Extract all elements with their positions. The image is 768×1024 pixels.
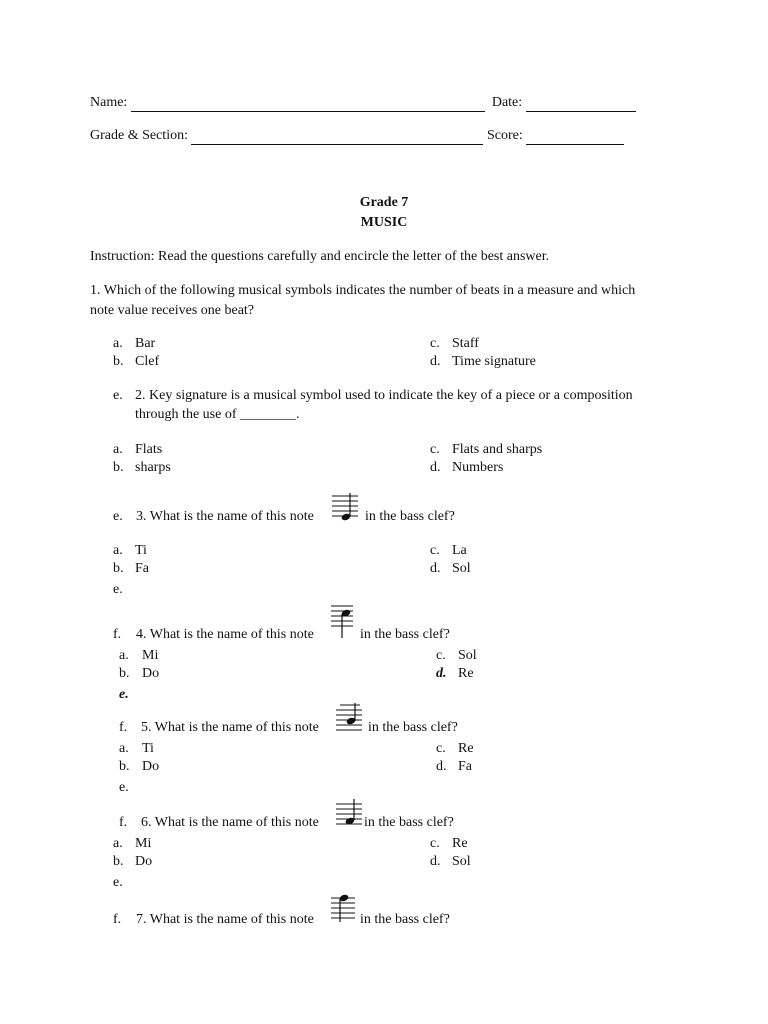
instruction: Instruction: Read the questions carefully and encircle the letter of the best answer. — [90, 249, 550, 264]
q3-option-d-letter[interactable]: d. — [430, 561, 441, 576]
q6-option-d-letter[interactable]: d. — [430, 854, 441, 869]
q3-option-a-text: Ti — [135, 543, 147, 558]
grade-title: Grade 7 — [359, 195, 409, 210]
note-staff-icon — [334, 798, 364, 830]
q3-option-b-letter[interactable]: b. — [113, 561, 124, 576]
question-5-text: 5. What is the name of this note — [141, 720, 319, 735]
question-7-text: 7. What is the name of this note — [136, 912, 314, 927]
q3-option-b-text: Fa — [135, 561, 149, 576]
note-staff-icon — [330, 492, 360, 524]
question-2-text-cont: through the use of ________. — [135, 407, 300, 422]
subject-title: MUSIC — [360, 215, 408, 230]
q1-option-d-text: Time signature — [452, 354, 536, 369]
question-3-text: 3. What is the name of this note — [136, 509, 314, 524]
question-1-text: 1. Which of the following musical symbols indicates the number of beats in a measure and which — [90, 283, 636, 298]
q6-option-b-text: Do — [135, 854, 153, 869]
q4-option-d-letter[interactable]: d. — [436, 666, 447, 681]
q5-option-c-text: Re — [458, 741, 474, 756]
q4-option-c-text: Sol — [458, 648, 477, 663]
q1-option-a-letter[interactable]: a. — [113, 336, 123, 351]
q5-option-d-text: Fa — [458, 759, 472, 774]
q4-prefix: f. — [113, 627, 122, 642]
q2-option-d-text: Numbers — [452, 460, 504, 475]
q6-option-a-letter[interactable]: a. — [113, 836, 123, 851]
question-3-text-after: in the bass clef? — [365, 509, 455, 524]
q3-prefix: e. — [113, 509, 123, 524]
question-2-text: 2. Key signature is a musical symbol used to indicate the key of a piece or a composition — [135, 388, 633, 403]
grade-section-field[interactable] — [191, 130, 483, 145]
note-staff-icon — [329, 892, 357, 926]
question-6-text: 6. What is the name of this note — [141, 815, 319, 830]
q6-prefix: f. — [119, 815, 128, 830]
grade-section-row — [90, 127, 624, 145]
score-label: Score: — [486, 128, 523, 143]
q5-option-b-letter[interactable]: b. — [119, 759, 130, 774]
date-field[interactable] — [526, 97, 636, 112]
q1-option-c-letter[interactable]: c. — [430, 336, 440, 351]
q4-option-b-letter[interactable]: b. — [119, 666, 130, 681]
q1-option-b-letter[interactable]: b. — [113, 354, 124, 369]
question-4-text-after: in the bass clef? — [360, 627, 450, 642]
note-staff-icon — [334, 702, 364, 734]
q3-trailing: e. — [113, 582, 123, 597]
question-1-text-cont: note value receives one beat? — [90, 303, 255, 318]
q5-option-b-text: Do — [142, 759, 160, 774]
q4-option-a-letter[interactable]: a. — [119, 648, 129, 663]
q5-prefix: f. — [119, 720, 128, 735]
q2-option-c-letter[interactable]: c. — [430, 442, 440, 457]
q1-option-b-text: Clef — [135, 354, 160, 369]
q5-option-a-text: Ti — [142, 741, 154, 756]
q5-option-a-letter[interactable]: a. — [119, 741, 129, 756]
q3-option-a-letter[interactable]: a. — [113, 543, 123, 558]
q4-option-c-letter[interactable]: c. — [436, 648, 446, 663]
name-row — [90, 94, 636, 112]
name-field[interactable] — [131, 97, 485, 112]
q4-option-d-text: Re — [458, 666, 474, 681]
q4-option-a-text: Mi — [142, 648, 159, 663]
q4-trailing: e. — [119, 687, 129, 702]
q2-option-b-letter[interactable]: b. — [113, 460, 124, 475]
q4-option-b-text: Do — [142, 666, 160, 681]
q2-option-c-text: Flats and sharps — [452, 442, 543, 457]
q5-option-c-letter[interactable]: c. — [436, 741, 446, 756]
q2-option-a-letter[interactable]: a. — [113, 442, 123, 457]
q6-option-a-text: Mi — [135, 836, 152, 851]
question-5-text-after: in the bass clef? — [368, 720, 458, 735]
q6-option-c-text: Re — [452, 836, 468, 851]
q2-option-d-letter[interactable]: d. — [430, 460, 441, 475]
question-6-text-after: in the bass clef? — [364, 815, 454, 830]
question-4-text: 4. What is the name of this note — [136, 627, 314, 642]
question-7-text-after: in the bass clef? — [360, 912, 450, 927]
q3-option-d-text: Sol — [452, 561, 471, 576]
q6-option-c-letter[interactable]: c. — [430, 836, 440, 851]
q6-option-b-letter[interactable]: b. — [113, 854, 124, 869]
q1-option-c-text: Staff — [452, 336, 479, 351]
q3-option-c-letter[interactable]: c. — [430, 543, 440, 558]
name-label: Name: — [90, 95, 128, 110]
q1-option-a-text: Bar — [135, 336, 156, 351]
q2-option-b-text: sharps — [135, 460, 171, 475]
q2-prefix: e. — [113, 388, 123, 403]
note-staff-icon — [329, 600, 355, 640]
q6-option-d-text: Sol — [452, 854, 471, 869]
q6-trailing: e. — [113, 875, 123, 890]
q7-prefix: f. — [113, 912, 122, 927]
grade-section-label: Grade & Section: — [90, 128, 188, 143]
q5-trailing: e. — [119, 780, 129, 795]
score-field[interactable] — [526, 130, 624, 145]
q5-option-d-letter[interactable]: d. — [436, 759, 447, 774]
q1-option-d-letter[interactable]: d. — [430, 354, 441, 369]
q3-option-c-text: La — [452, 543, 467, 558]
q2-option-a-text: Flats — [135, 442, 163, 457]
date-label: Date: — [491, 95, 523, 110]
